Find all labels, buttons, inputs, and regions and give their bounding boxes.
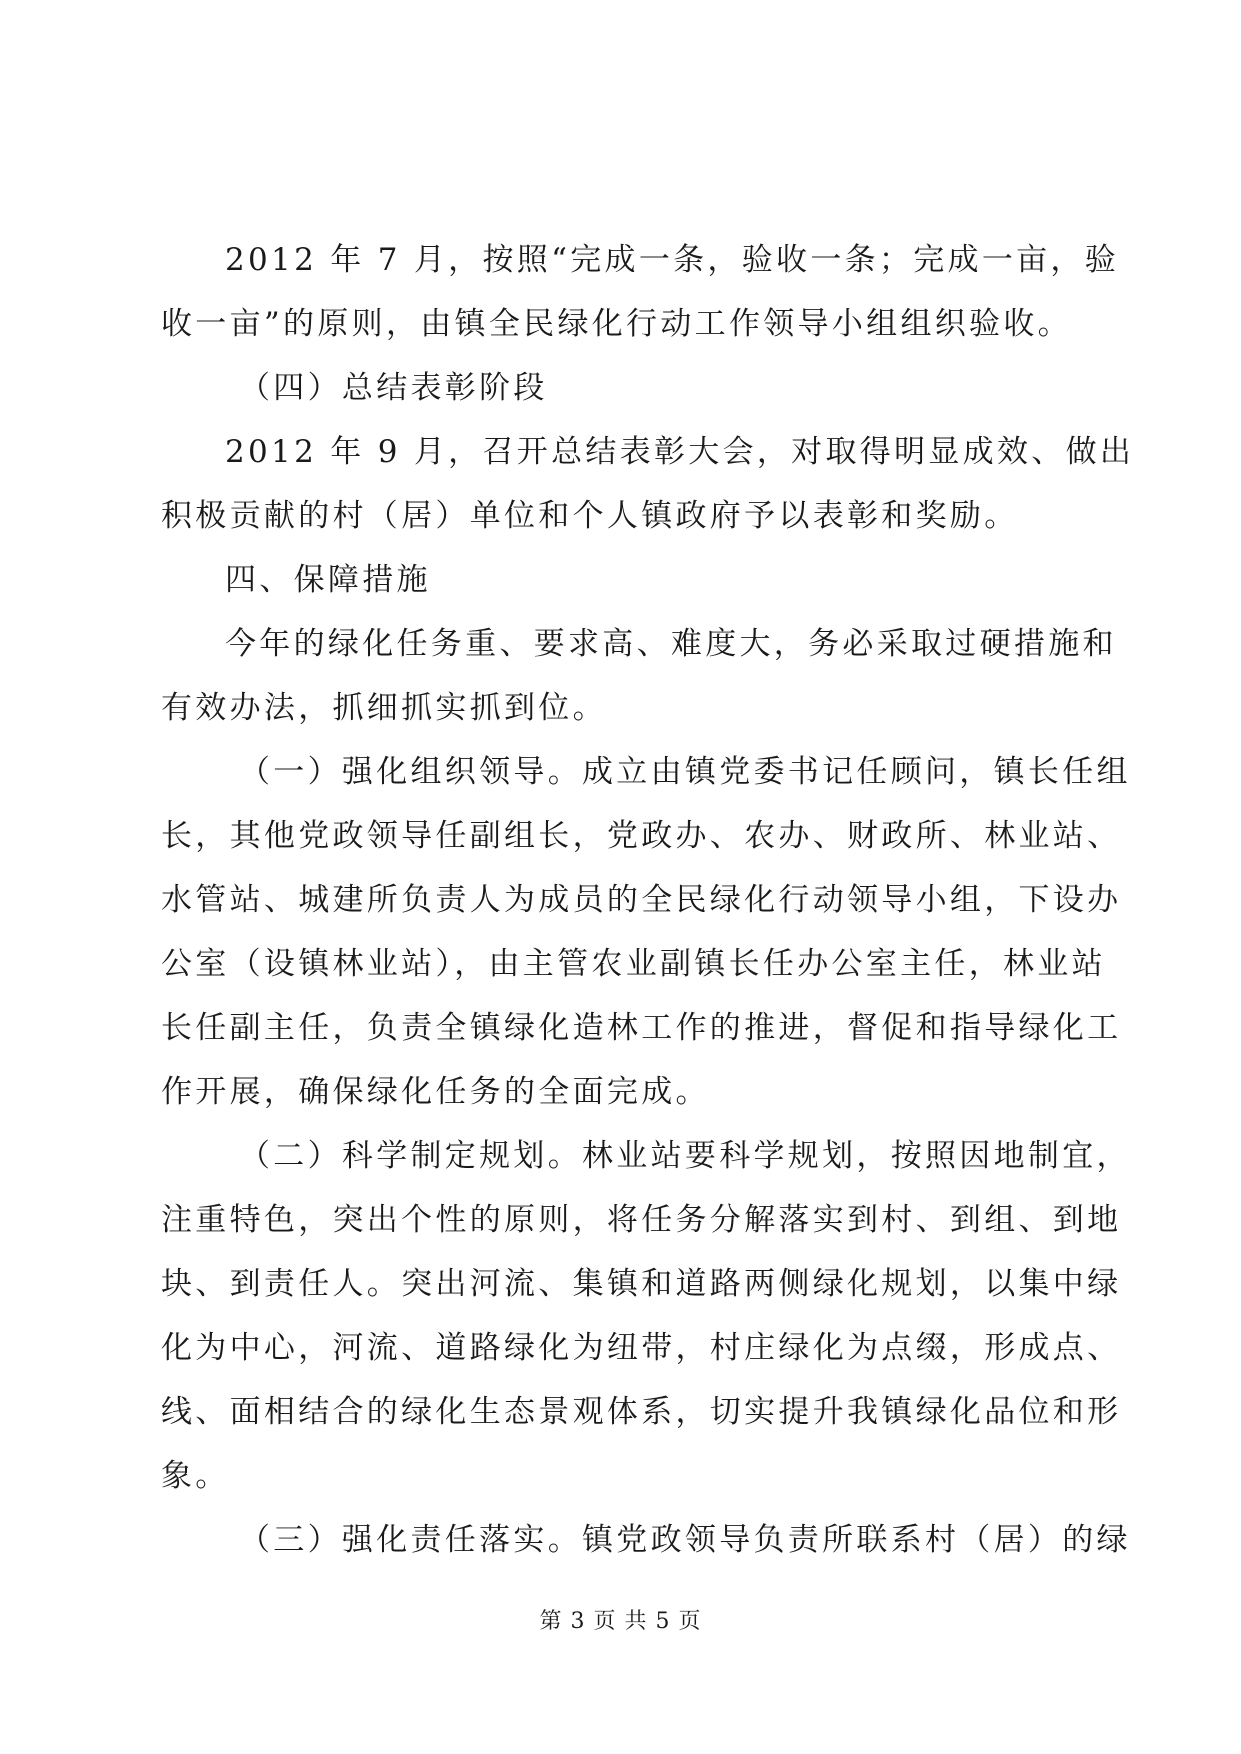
paragraph-line: 长任副主任，负责全镇绿化造林工作的推进，督促和指导绿化工 <box>161 1010 1122 1046</box>
paragraph-line: （一）强化组织领导。成立由镇党委书记任顾问，镇长任组 <box>239 754 1131 790</box>
paragraph-line: （二）科学制定规划。林业站要科学规划，按照因地制宜， <box>239 1138 1131 1174</box>
paragraph-line: （三）强化责任落实。镇党政领导负责所联系村（居）的绿 <box>239 1522 1131 1558</box>
paragraph-line: 长，其他党政领导任副组长，党政办、农办、财政所、林业站、 <box>161 818 1122 854</box>
paragraph-line: 2012 年 9 月，召开总结表彰大会，对取得明显成效、做出 <box>225 434 1135 470</box>
paragraph-line: 化为中心，河流、道路绿化为纽带，村庄绿化为点缀，形成点、 <box>161 1330 1122 1366</box>
paragraph-line: 块、到责任人。突出河流、集镇和道路两侧绿化规划，以集中绿 <box>161 1266 1122 1302</box>
paragraph-line: 作开展，确保绿化任务的全面完成。 <box>161 1074 710 1110</box>
paragraph-line: 象。 <box>161 1458 230 1494</box>
paragraph-line: 2012 年 7 月，按照“完成一条，验收一条；完成一亩，验 <box>225 242 1120 278</box>
paragraph-line: 有效办法，抓细抓实抓到位。 <box>161 690 607 726</box>
paragraph-line: 线、面相结合的绿化生态景观体系，切实提升我镇绿化品位和形 <box>161 1394 1122 1430</box>
page-number-footer: 第 3 页 共 5 页 <box>539 1609 702 1634</box>
paragraph-line: 积极贡献的村（居）单位和个人镇政府予以表彰和奖励。 <box>161 498 1019 534</box>
section-heading: （四）总结表彰阶段 <box>239 370 548 406</box>
paragraph-line: 今年的绿化任务重、要求高、难度大，务必采取过硬措施和 <box>225 626 1117 662</box>
paragraph-line: 收一亩”的原则，由镇全民绿化行动工作领导小组组织验收。 <box>161 306 1072 342</box>
paragraph-line: 公室（设镇林业站），由主管农业副镇长任办公室主任，林业站 <box>161 946 1106 982</box>
paragraph-line: 水管站、城建所负责人为成员的全民绿化行动领导小组，下设办 <box>161 882 1122 918</box>
paragraph-line: 注重特色，突出个性的原则，将任务分解落实到村、到组、到地 <box>161 1202 1122 1238</box>
document-body <box>161 228 1135 1572</box>
section-heading: 四、保障措施 <box>225 562 431 598</box>
